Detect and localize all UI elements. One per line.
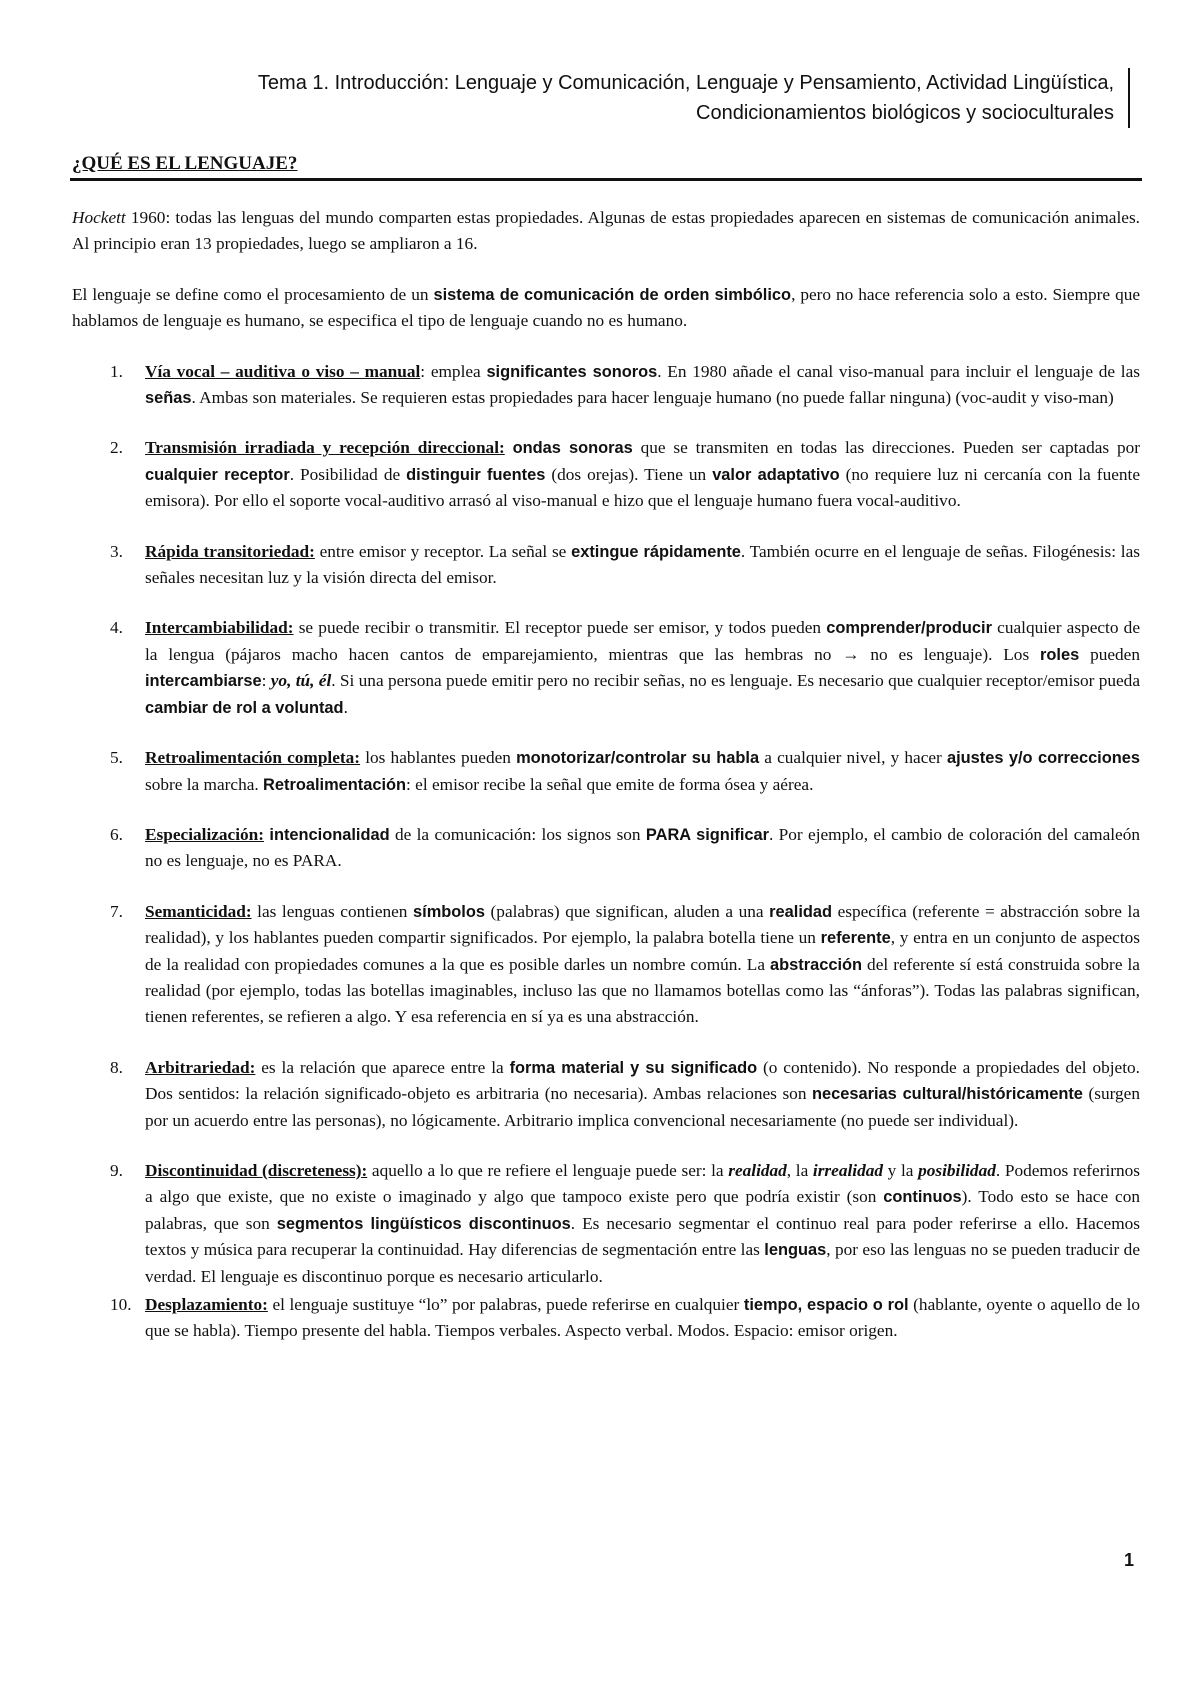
intro-author: Hockett [72, 208, 126, 227]
list-item: 5. Retroalimentación completa: los hablantes pueden monotorizar/controlar su habla a cualquier nivel, y hacer ajustes y/o correcciones sobre la marcha. Retroalimentación: el emisor recibe la señal que emite de forma ósea y aérea. [110, 748, 1140, 794]
list-item: 7. Semanticidad: las lenguas contienen símbolos (palabras) que significan, aluden a una realidad específica (referente = abstracción sobre la realidad), y los hablantes pueden compartir significados. Por ejemplo, la palabra botella tiene un referente, y entra en un conjunto de aspectos de la realidad con propiedades comunes a la que es posible darles un nombre común. La abstracción del referente sí está construida sobre la realidad (por ejemplo, todas las botellas imaginables, incluso las que no llamamos botellas como las “ánforas”). Todas las palabras significan, tienen referentes, se refieren a algo. Y esa referencia en sí ya es una abstracción. [110, 901, 1140, 1027]
intro-paragraph: Hockett 1960: todas las lenguas del mundo comparten estas propiedades. Algunas de estas propiedades aparecen en sistemas de comunicación animales. Al principio eran 13 propiedades, luego se ampliaron a 16. [72, 208, 1140, 254]
page-header [74, 68, 1130, 128]
document-body [72, 205, 1140, 1369]
section-title: ¿QUÉ ES EL LENGUAJE? [72, 153, 298, 174]
header-line-1: Tema 1. Introducción: Lenguaje y Comunicación, Lenguaje y Pensamiento, Actividad Lingüística, [257, 72, 1114, 94]
list-item: 9. Discontinuidad (discreteness): aquello a lo que re refiere el lenguaje puede ser: la realidad, la irrealidad y la posibilidad. Podemos referirnos a algo que existe, que no existe o imaginado y algo que tampoco existe pero que podría existir (son continuos). Todo esto se hace con palabras, que son segmentos lingüísticos discontinuos. Es necesario segmentar el continuo real para poder referirse a ello. Hacemos textos y música para recuperar la continuidad. Hay diferencias de segmentación entre las lenguas, por eso las lenguas no se pueden traducir de verdad. El lenguaje es discontinuo porque es necesario articularlo. [110, 1160, 1141, 1286]
list-item: 4. Intercambiabilidad: se puede recibir o transmitir. El receptor puede ser emisor, y todos pueden comprender/producir cualquier aspecto de la lengua (pájaros macho hacen cantos de emparejamiento, mientras que las hembras no → no es lenguaje). Los roles pueden intercambiarse: yo, tú, él. Si una persona puede emitir pero no recibir señas, no es lenguaje. Es necesario que cualquier receptor/emisor pueda cambiar de rol a voluntad. [110, 618, 1140, 717]
properties-list [72, 359, 1140, 1345]
page-number: 1 [1123, 1550, 1134, 1570]
list-item: 1. Vía vocal – auditiva o viso – manual: emplea significantes sonoros. En 1980 añade el canal viso-manual para incluir el lenguaje de las señas. Ambas son materiales. Se requieren estas propiedades para hacer lenguaje humano (no puede fallar ninguna) (voc-audit y viso-man) [110, 361, 1140, 408]
list-item: 6. Especialización: intencionalidad de la comunicación: los signos son PARA significar. Por ejemplo, el cambio de coloración del camaleón no es lenguaje, no es PARA. [110, 824, 1140, 871]
header-line-2: Condicionamientos biológicos y socioculturales [696, 102, 1114, 124]
definition-paragraph: El lenguaje se define como el procesamiento de un sistema de comunicación de orden simbólico, pero no hace referencia solo a esto. Siempre que hablamos de lenguaje es humano, se especifica el tipo de lenguaje cuando no es humano. [72, 284, 1141, 331]
list-item: 2. Transmisión irradiada y recepción direccional: ondas sonoras que se transmiten en todas las direcciones. Pueden ser captadas por cualquier receptor. Posibilidad de distinguir fuentes (dos orejas). Tiene un valor adaptativo (no requiere luz ni cercanía con la fuente emisora). Por ello el soporte vocal-auditivo arrasó al viso-manual e hizo que el lenguaje humano fuera vocal-auditivo. [110, 438, 1141, 511]
list-item: 3. Rápida transitoriedad: entre emisor y receptor. La señal se extingue rápidamente. También ocurre en el lenguaje de señas. Filogénesis: las señales necesitan luz y la visión directa del emisor. [110, 541, 1141, 588]
list-item: 10. Desplazamiento: el lenguaje sustituye “lo” por palabras, puede referirse en cualquier tiempo, espacio o rol (hablante, oyente o aquello de lo que se habla). Tiempo presente del habla. Tiempos verbales. Aspecto verbal. Modos. Espacio: emisor origen. [110, 1295, 1141, 1341]
title-rule [70, 178, 1142, 181]
list-item: 8. Arbitrariedad: es la relación que aparece entre la forma material y su significado (o contenido). No responde a propiedades del objeto. Dos sentidos: la relación significado-objeto es arbitraria (no necesaria). Ambas relaciones son necesarias cultural/históricamente (surgen por un acuerdo entre las personas), no lógicamente. Arbitrario implica convencional necesariamente (no puede ser individual). [110, 1057, 1140, 1130]
